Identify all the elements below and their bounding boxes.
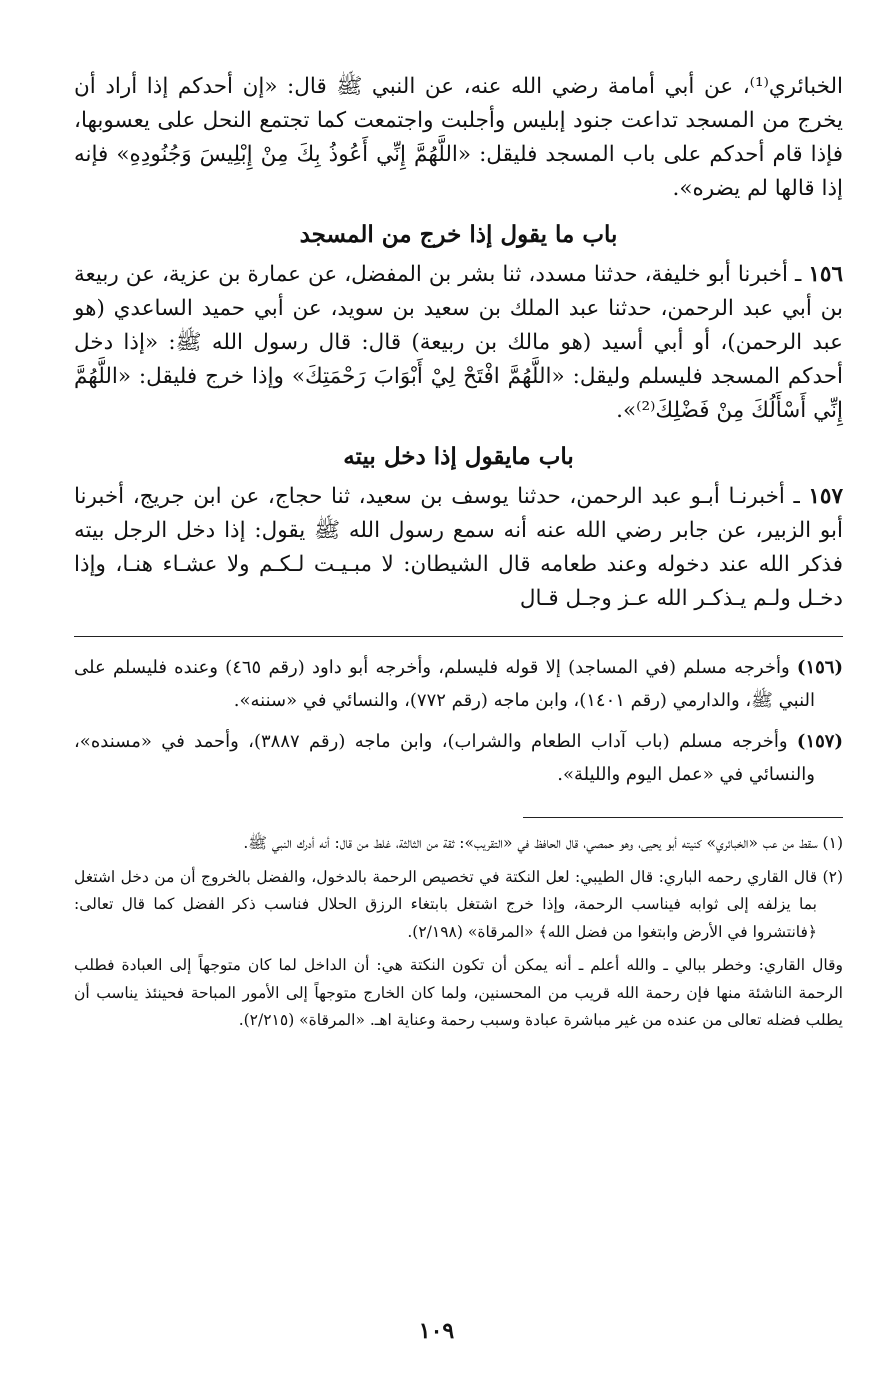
chapter-heading-leaving-mosque: باب ما يقول إذا خرج من المسجد [299, 221, 618, 248]
hadith-157-text: ـ أخبرنـا أبـو عبد الرحمن، حدثنا يوسف بن سعيد، ثنا حجاج، عن ابن جريج، أخبرنا أبو الزبير، عن جابر رضي الله عنه أنه سمع رسول الله ﷺ يقول: إذا دخل الرجل بيته فذكر الله عند دخوله وعند طعامه قال الشيطان: لا مبـيـت لـكـم ولا عشـاء هنـا، وإذا دخـل ولـم يـذكـر الله عـز وجـل قـال [74, 484, 843, 611]
footnote-1: (١) سقط من عب «الخبائري» كنيته أبو يحيى، وهو حمصي، قال الحافظ في «التقريب»: ثقة من الثالثة، غلط من قال: أنه أدرك النبي ﷺ. [243, 834, 843, 852]
hadith-number-157: ١٥٧ [808, 484, 843, 509]
hadith-156-text: ـ أخبرنا أبو خليفة، حدثنا مسدد، ثنا بشر بن المفضل، عن عمارة بن عزية، عن ربيعة بن أبي عبد الرحمن، حدثنا عبد الملك بن سعيد بن سويد، عن أبي حميد الساعدي (هو عبد الرحمن)، أو أبي أسيد (هو مالك بن ربيعة) قال: قال رسول الله ﷺ: «إذا دخل أحدكم المسجد فليسلم وليقل: «اللَّهُمَّ افْتَحْ لِيْ أَبْوَابَ رَحْمَتِكَ» وإذا خرج فليقل: «اللَّهُمَّ إِنِّي أَسْأَلُكَ مِنْ فَضْلِكَ⁽²⁾». [74, 262, 843, 423]
takhrij-157-number: (١٥٧) [796, 731, 843, 752]
chapter-heading-entering-home: باب مايقول إذا دخل بيته [343, 443, 574, 470]
page-number: ١٠٩ [418, 1318, 455, 1344]
footnote-2: (٢) قال القاري رحمه الباري: قال الطيبي: لعل النكتة في تخصيص الرحمة بالدخول، والفضل بالخروج أن من دخل اشتغل بما يزلفه إلى ثوابه فيناسب الرحمة، وإذا خرج اشتغل بابتغاء الرزق الحلال فناسب ذكر الفضل كما قال تعالى: ﴿فانتشروا في الأرض وابتغوا من فضل الله﴾ «المرقاة» (٢/١٩٨). [74, 867, 843, 941]
takhrij-156 [74, 651, 843, 717]
hadith-157 [74, 480, 843, 616]
hadith-156 [74, 258, 843, 428]
takhrij-157 [74, 725, 843, 791]
footnote-divider [523, 817, 843, 818]
takhrij-156-number: (١٥٦) [796, 657, 843, 678]
takhrij-divider [74, 636, 843, 637]
book-page [74, 70, 843, 1041]
takhrij-157-text: وأخرجه مسلم (باب آداب الطعام والشراب)، وابن ماجه (رقم ٣٨٨٧)، وأحمد في «مسنده»، والنسائي في «عمل اليوم والليلة». [74, 731, 815, 785]
takhrij-156-text: وأخرجه مسلم (في المساجد) إلا قوله فليسلم، وأخرجه أبو داود (رقم ٤٦٥) وعنده فليسلم على النبي ﷺ، والدارمي (رقم ١٤٠١)، وابن ماجه (رقم ٧٧٢)، والنسائي في «سننه». [74, 657, 815, 711]
body-paragraph-intro: الخبائري⁽¹⁾، عن أبي أمامة رضي الله عنه، عن النبي ﷺ قال: «إن أحدكم إذا أراد أن يخرج من المسجد تداعت جنود إبليس وأجلبت واجتمعت كما تجتمع النحل على يعسوبها، فإذا قام أحدكم على باب المسجد فليقل: «اللَّهُمَّ إِنِّي أَعُوذُ بِكَ مِنْ إِبْلِيسَ وَجُنُودِهِ» فإنه إذا قالها لم يضره». [74, 74, 843, 201]
hadith-number-156: ١٥٦ [808, 262, 843, 287]
footnote-2-continuation: وقال القاري: وخطر ببالي ـ والله أعلم ـ أنه يمكن أن تكون النكتة هي: أن الداخل لما كان متوجهاً إلى العبادة فطلب الرحمة الناشئة منها فإن رحمة الله قريب من المحسنين، ولما كان الخارج متوجهاً إلى الأمور المباحة فحينئذ يناسب أن يطلب فضله تعالى من عنده من غير مباشرة عبادة وسبب رحمة وعناية اهـ. «المرقاة» (٢/٢١٥). [74, 956, 843, 1029]
